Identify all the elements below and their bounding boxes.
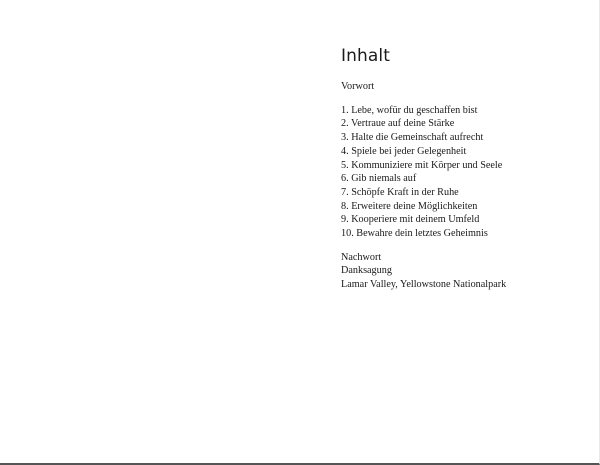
toc-chapter-entry: 10. Bewahre dein letztes Geheimnis <box>341 228 488 240</box>
toc-chapter-entry: 5. Kommuniziere mit Körper und Seele <box>341 159 503 171</box>
toc-chapter-entry: 3. Halte die Gemeinschaft aufrecht <box>341 132 484 144</box>
toc-entry-lamar-valley: Lamar Valley, Yellowstone Nationalpark <box>341 279 507 291</box>
toc-chapter-list <box>341 104 591 241</box>
toc-front-matter <box>341 80 591 94</box>
toc-chapter-entry: 1. Lebe, wofür du geschaffen bist <box>341 104 478 116</box>
toc-entry-vorwort: Vorwort <box>341 81 375 92</box>
toc-chapter-entry: 7. Schöpfe Kraft in der Ruhe <box>341 186 459 198</box>
table-of-contents <box>341 46 591 292</box>
toc-chapter-entry: 6. Gib niemals auf <box>341 173 417 185</box>
toc-back-matter <box>341 251 591 292</box>
toc-entry-danksagung: Danksagung <box>341 265 392 277</box>
toc-title: Inhalt <box>341 46 390 66</box>
toc-chapter-entry: 4. Spiele bei jeder Gelegenheit <box>341 145 467 157</box>
toc-entry-nachwort: Nachwort <box>341 251 382 263</box>
toc-chapter-entry: 2. Vertraue auf deine Stärke <box>341 118 455 130</box>
toc-chapter-entry: 8. Erweitere deine Möglichkeiten <box>341 200 478 212</box>
toc-chapter-entry: 9. Kooperiere mit deinem Umfeld <box>341 214 480 226</box>
